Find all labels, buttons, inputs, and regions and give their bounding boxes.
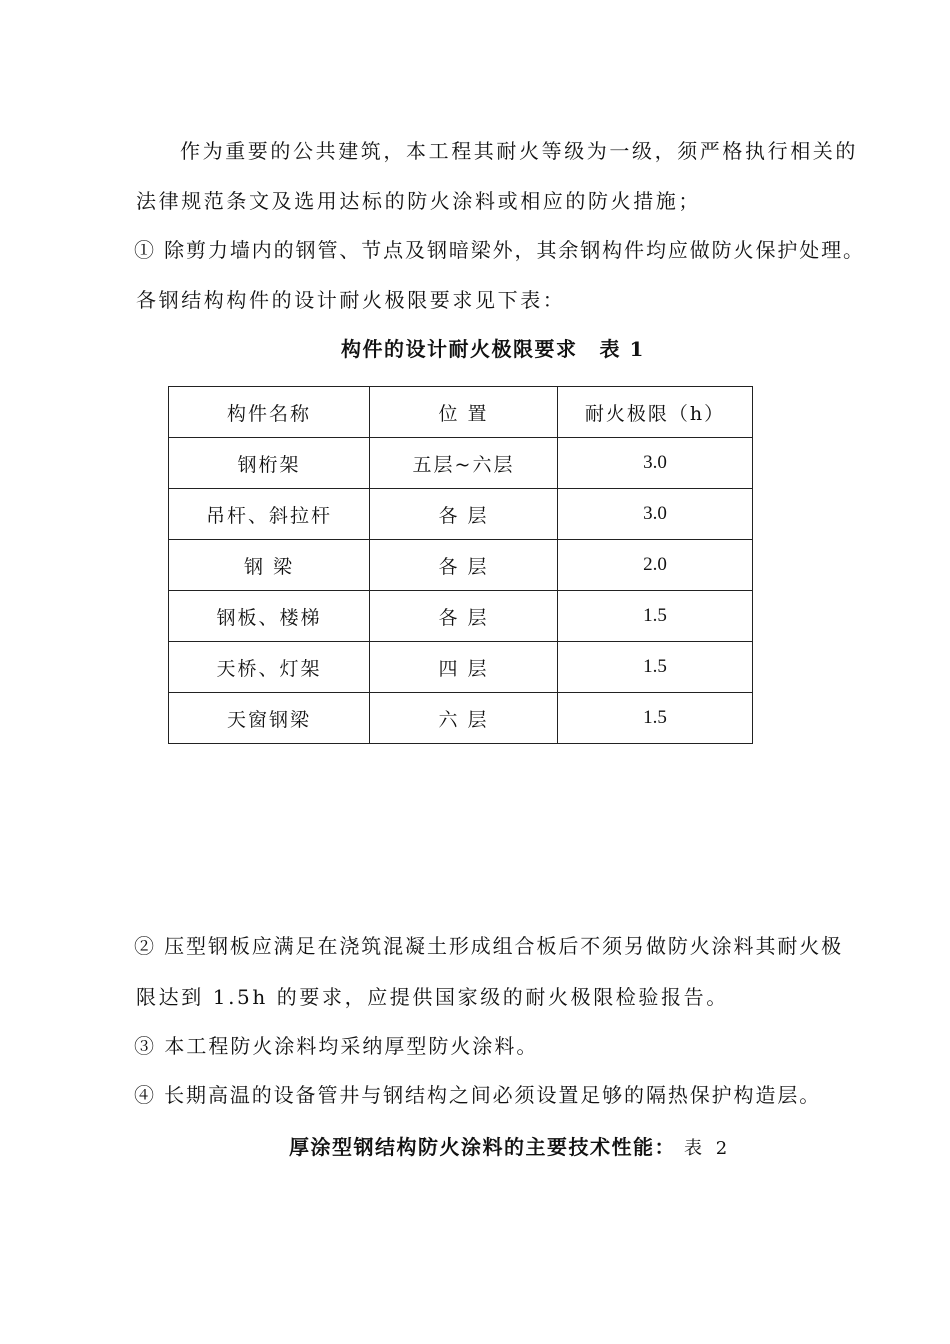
table-header-cell: 耐火极限（h） (558, 387, 753, 438)
table-cell: 天桥、灯架 (169, 642, 370, 693)
intro-paragraph-line1: 作为重要的公共建筑，本工程其耐火等级为一级，须严格执行相关的 (180, 139, 858, 163)
table-header-cell: 位 置 (370, 387, 558, 438)
table-cell: 2.0 (558, 540, 753, 591)
table-cell: 1.5 (558, 642, 753, 693)
table1-caption (341, 339, 645, 359)
item-1-continuation: 各钢结构构件的设计耐火极限要求见下表： (136, 288, 566, 312)
table-cell: 天窗钢梁 (169, 693, 370, 744)
table-header-cell: 构件名称 (169, 387, 370, 438)
table-cell: 各 层 (370, 591, 558, 642)
table-cell: 1.5 (558, 693, 753, 744)
fire-resistance-table (168, 386, 753, 744)
table-row (169, 540, 753, 591)
table2-caption-tag: 表 2 (684, 1138, 732, 1159)
table-cell: 钢板、楼梯 (169, 591, 370, 642)
table-cell: 3.0 (558, 489, 753, 540)
item-2-line1: ② 压型钢板应满足在浇筑混凝土形成组合板后不须另做防火涂料其耐火极 (134, 934, 844, 958)
table-cell: 六 层 (370, 693, 558, 744)
item-2-line2: 限达到 1.5h 的要求，应提供国家级的耐火极限检验报告。 (136, 985, 729, 1009)
table-cell: 钢桁架 (169, 438, 370, 489)
table-row (169, 591, 753, 642)
table-cell: 3.0 (558, 438, 753, 489)
table-row (169, 438, 753, 489)
item-3-text: ③ 本工程防火涂料均采纳厚型防火涂料。 (134, 1034, 539, 1058)
table-header-row (169, 387, 753, 438)
table-cell: 钢 梁 (169, 540, 370, 591)
table-cell: 吊杆、斜拉杆 (169, 489, 370, 540)
table-cell: 五层~六层 (370, 438, 558, 489)
table-row (169, 642, 753, 693)
intro-paragraph-line2: 法律规范条文及选用达标的防火涂料或相应的防火措施； (136, 189, 701, 213)
table-cell: 1.5 (558, 591, 753, 642)
table1-caption-text: 构件的设计耐火极限要求 (341, 337, 578, 361)
table2-caption-text: 厚涂型钢结构防火涂料的主要技术性能： (289, 1135, 676, 1159)
table-cell: 各 层 (370, 540, 558, 591)
item-4-text: ④ 长期高温的设备管井与钢结构之间必须设置足够的隔热保护构造层。 (134, 1083, 822, 1107)
table-row (169, 489, 753, 540)
table-cell: 四 层 (370, 642, 558, 693)
table-row (169, 693, 753, 744)
table-cell: 各 层 (370, 489, 558, 540)
table2-caption (289, 1137, 731, 1158)
item-1-text: ① 除剪力墙内的钢管、节点及钢暗梁外，其余钢构件均应做防火保护处理。 (134, 238, 865, 262)
table1-caption-tag: 表 1 (599, 337, 645, 361)
